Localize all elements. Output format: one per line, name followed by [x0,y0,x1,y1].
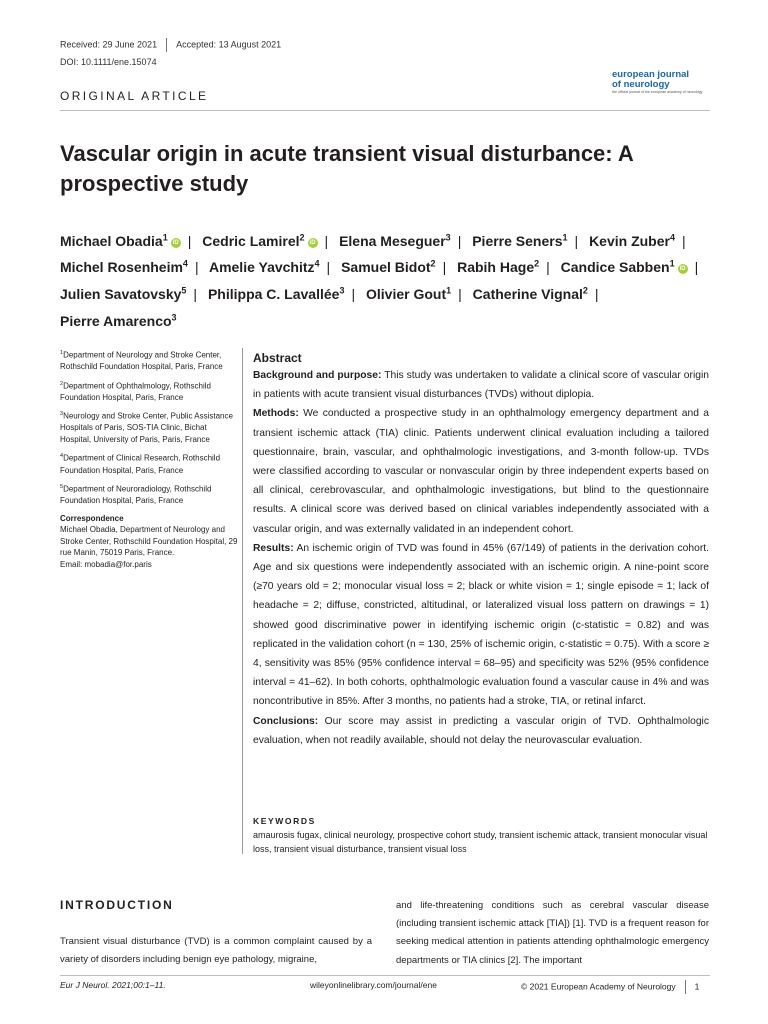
affiliation-number: 1 [60,350,64,356]
affiliation-text: Department of Neurology and Stroke Center, Rothschild Foundation Hospital, Paris, France [60,350,223,372]
introduction-left-column: Transient visual disturbance (TVD) is a common complaint caused by a variety of disorders including benign eye pathology, migraine, [60,936,372,966]
correspondence-email[interactable]: Email: mobadia@for.paris [60,559,152,569]
author-affiliation-marker: 3 [339,285,345,296]
author-affiliation-marker: 2 [534,258,540,269]
author-name: Samuel Bidot [341,259,431,276]
keywords-heading: KEYWORDS [253,816,316,826]
article-dates [60,38,281,52]
author[interactable] [60,313,177,329]
affiliation-number: 2 [60,380,64,387]
introduction-right-column: and life-threatening conditions such as cerebral vascular disease (including transient ischemic attack [TIA]) [1]. TVD is a frequent reason for seeking medical attention in patients attending ophthalmologic emergency departments or TIA clinics [2]. The important [396,900,709,966]
author-separator: | [187,232,192,249]
author-affiliation-marker: 1 [446,285,452,296]
journal-logo [612,70,702,95]
author[interactable] [60,233,181,249]
author-separator: | [546,259,550,276]
abstract-section [253,712,709,750]
author-affiliation-marker: 4 [182,258,188,269]
author-affiliation-marker: 2 [299,232,305,242]
author-name: Philippa C. Lavallée [207,285,340,302]
article-title: Vascular origin in acute transient visual disturbance: A prospective study [60,141,633,196]
author-affiliation-marker: 1 [669,258,675,269]
author-separator: | [193,285,198,302]
affiliation-text: Department of Neuroradiology, Rothschild Foundation Hospital, Paris, France [60,484,212,506]
abstract-section-text: This study was undertaken to validate a clinical score of vascular origin in patients with acute transient visual disturbances (TVDs) without diplopia. [253,370,709,401]
author-separator: | [326,259,331,276]
journal-logo-line1: european journal [612,69,690,80]
orcid-icon[interactable]: iD [309,239,316,246]
abstract-section-text: An ischemic origin of TVD was found in 45% (67/149) of patients in the derivation cohort. Age and six questions were independently associated with an ischemic origin. A nine-point score (≥70 years old = 2; monocular visual loss = 2; black or white vision = 1; single episode = 1; lack of headache = 2; diffuse, constricted, altitudinal, or lateralized visual loss pattern on drawings = 1) showed good discriminative power in identifying ischemic origin (c-statistic = 0.82) and was replicated in the validation cohort (n = 130, 25% of ischemic origin, c-statistic = 0.75). With a score ≥ 4, sensitivity was 85% (95% confidence interval = 68–95) and specificity was 52% (95% confidence interval = 41–62). In both cohorts, ophthalmologic evaluation found a vascular cause in 4% and was noncontributive in 85%. After 3 months, no patients had a stroke, TIA, or retinal infarct. [253,542,709,708]
author-separator: | [351,285,356,302]
author[interactable] [208,286,345,302]
author[interactable] [457,259,539,275]
author-name: Cedric Lamirel [202,232,300,249]
keywords-text: amaurosis fugax, clinical neurology, prospective cohort study, transient ischemic attack, transient monocular visual loss, transient visual disturbance, transient visual loss [253,830,708,854]
author-affiliation-marker: 3 [171,311,177,322]
abstract-section [253,404,709,538]
author[interactable] [60,286,186,302]
affiliation [60,482,240,507]
divider [166,38,167,52]
doi[interactable]: DOI: 10.1111/ene.15074 [60,57,157,67]
author-name: Pierre Seners [472,232,563,249]
affiliation-text: Neurology and Stroke Center, Public Assistance Hospitals of Paris, SOS-TIA Clinic, Bichat Hospital, University of Paris, Paris, France [60,411,233,444]
footer-url[interactable]: wileyonlinelibrary.com/journal/ene [310,980,437,990]
author[interactable] [473,286,588,302]
abstract-section-text: Our score may assist in predicting a vascular origin of TVD. Ophthalmologic evaluation, when not readily available, should not delay the neurovascular evaluation. [253,715,709,746]
affiliation [60,409,240,445]
affiliation [60,348,240,373]
author[interactable] [209,259,320,275]
journal-logo-line2: of neurology [612,79,670,90]
author-affiliation-marker: 1 [562,232,568,242]
author-name: Michael Obadia [60,232,163,249]
affiliation-number: 5 [60,484,64,491]
page-number: 1 [694,981,700,992]
author-separator: | [694,259,699,276]
divider [685,980,686,994]
correspondence-heading: Correspondence [60,513,124,523]
author-name: Julien Savatovsky [60,285,182,302]
abstract-heading: Abstract [253,351,302,365]
abstract-section [253,366,709,404]
author-separator: | [194,259,199,276]
author[interactable] [341,259,435,275]
author-affiliation-marker: 2 [582,285,588,296]
author-name: Catherine Vignal [472,285,583,302]
author-affiliation-marker: 1 [162,232,168,242]
author-separator: | [594,285,599,302]
journal-tagline: the official journal of the european academy of neurology [612,90,703,94]
author-name: Kevin Zuber [589,232,670,249]
author-separator: | [457,232,462,249]
abstract-section-label: Methods: [253,408,299,420]
accepted-date: Accepted: 13 August 2021 [176,39,282,50]
author-name: Pierre Amarenco [60,312,172,329]
abstract-section [253,539,709,712]
author[interactable] [589,233,675,249]
affiliation [60,379,240,404]
footer-copyright-block [521,980,699,994]
author-separator: | [458,285,462,302]
author-name: Michel Rosenheim [60,259,183,276]
received-date: Received: 29 June 2021 [60,39,158,50]
author-affiliation-marker: 4 [314,258,320,269]
author[interactable] [472,233,567,249]
author-separator: | [442,259,447,276]
author[interactable] [60,259,188,275]
author-separator: | [324,232,329,249]
author-affiliation-marker: 3 [445,232,451,242]
affiliation-text: Department of Ophthalmology, Rothschild Foundation Hospital, Paris, France [60,381,211,402]
article-type: ORIGINAL ARTICLE [60,89,209,103]
affiliation-number: 3 [60,411,64,418]
abstract-section-label: Results: [253,542,294,554]
author[interactable] [202,233,317,249]
author-affiliation-marker: 5 [181,285,187,296]
abstract-section-text: We conducted a prospective study in an ophthalmology emergency department and a transient ischemic attack (TIA) clinic. Patients underwent clinical evaluation including a tailored questionnaire, brain, vascular, and ophthalmologic investigations, and 3-month follow-up. TVDs were classified according to vascular or nonvascular origin by three independent experts based on all clinical, cerebrovascular, and ophthalmologic investigations, but blind to the questionnaire results. A clinical score was derived based on clinical variables independently associated with a vascular origin, and was externally validated in an independent cohort. [253,408,709,535]
correspondence-address: Michael Obadia, Department of Neurology and Stroke Center, Rothschild Foundation Hospital, 29 rue Manin, 75019 Paris, France. [60,525,238,558]
author[interactable] [561,259,688,275]
author-name: Rabih Hage [457,259,535,276]
orcid-icon[interactable]: iD [679,266,686,273]
footer-divider [60,975,710,976]
affiliations [60,348,240,570]
author-name: Elena Meseguer [339,232,446,249]
author[interactable] [366,286,451,302]
author-separator: | [681,232,686,249]
footer-citation: Eur J Neurol. 2021;00:1–11. [60,980,166,990]
author-name: Candice Sabben [560,259,670,276]
affiliation-text: Department of Clinical Research, Rothschild Foundation Hospital, Paris, France [60,454,221,475]
abstract [253,350,709,750]
abstract-section-label: Background and purpose: [253,370,382,381]
author[interactable] [339,233,451,249]
author-name: Amelie Yavchitz [208,259,315,276]
affiliation-number: 4 [60,453,64,460]
introduction-heading: INTRODUCTION [60,898,174,912]
abstract-section-label: Conclusions: [253,715,319,727]
author-name: Olivier Gout [366,285,447,302]
header-divider [60,110,710,111]
affiliation [60,451,240,476]
author-separator: | [574,232,579,249]
footer-copyright: © 2021 European Academy of Neurology [521,981,676,992]
orcid-icon[interactable]: iD [172,239,179,246]
author-list [60,226,720,333]
author-affiliation-marker: 2 [430,258,436,269]
author-affiliation-marker: 4 [669,232,675,242]
